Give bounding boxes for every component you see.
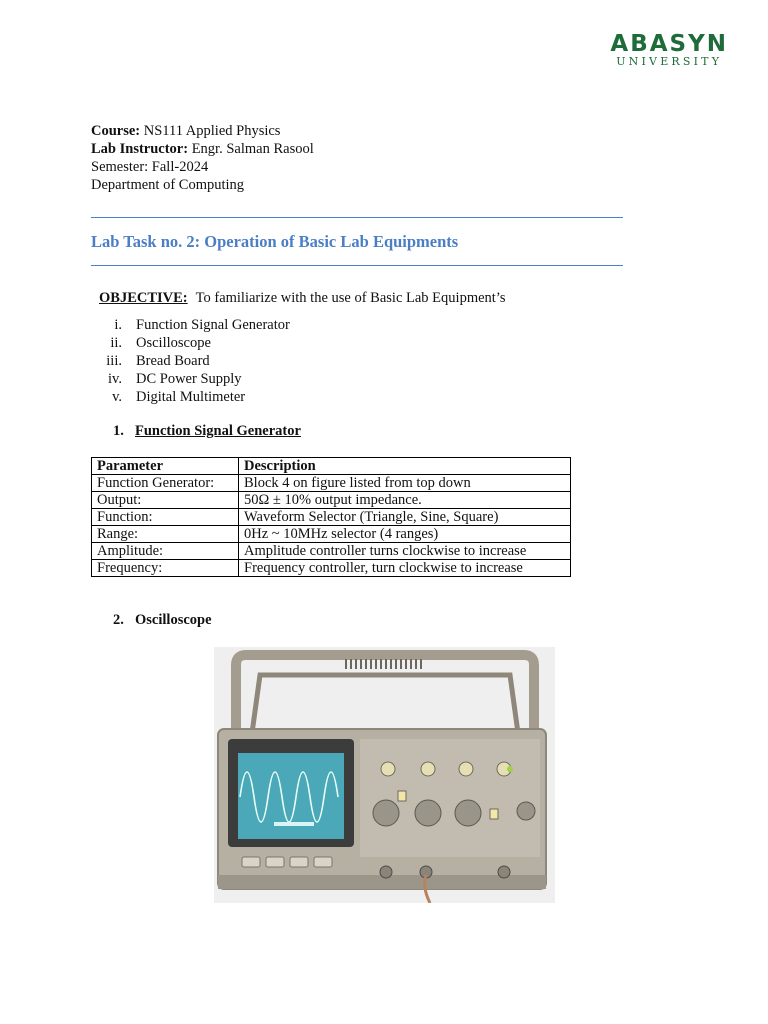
table-cell: 0Hz ~ 10MHz selector (4 ranges) — [239, 526, 571, 543]
objective-label: OBJECTIVE: — [99, 290, 188, 306]
instructor-value: Engr. Salman Rasool — [188, 141, 314, 157]
list-text: Function Signal Generator — [136, 317, 290, 333]
course-label: Course: — [91, 123, 141, 139]
section-number: 2. — [113, 612, 124, 628]
table-row — [92, 560, 571, 577]
table-row — [92, 475, 571, 492]
title-rule-bottom — [91, 265, 623, 266]
table-cell: Amplitude controller turns clockwise to increase — [239, 543, 571, 560]
section-title: Function Signal Generator — [135, 423, 301, 439]
section-title: Oscilloscope — [135, 612, 212, 628]
table-cell: Range: — [92, 526, 239, 543]
list-item — [91, 370, 290, 388]
list-item — [91, 352, 290, 370]
course-value: NS111 Applied Physics — [140, 123, 281, 139]
logo-subtitle: UNIVERSITY — [616, 55, 723, 68]
table-cell: Frequency controller, turn clockwise to increase — [239, 560, 571, 577]
table-cell: Function Generator: — [92, 475, 239, 492]
section-heading-function-generator — [113, 423, 301, 440]
objective-text: To familiarize with the use of Basic Lab Equipment’s — [195, 290, 506, 306]
list-number: ii. — [110, 335, 122, 351]
list-number: i. — [114, 317, 122, 333]
column-header: Description — [239, 458, 571, 475]
table-header-row — [92, 458, 571, 475]
oscilloscope-photo — [214, 647, 555, 903]
title-rule-top — [91, 217, 623, 218]
department-line: Department of Computing — [91, 177, 245, 193]
list-item — [91, 316, 290, 334]
equipment-list — [91, 316, 290, 406]
table-cell: Block 4 on figure listed from top down — [239, 475, 571, 492]
table-cell: Waveform Selector (Triangle, Sine, Square) — [239, 509, 571, 526]
list-text: Oscilloscope — [136, 335, 211, 351]
list-number: v. — [112, 389, 122, 405]
course-info — [91, 122, 314, 194]
table-row — [92, 509, 571, 526]
table-cell: Function: — [92, 509, 239, 526]
list-text: Bread Board — [136, 353, 210, 369]
parameter-table — [91, 457, 571, 577]
table-cell: 50Ω ± 10% output impedance. — [239, 492, 571, 509]
column-header: Parameter — [92, 458, 239, 475]
list-number: iii. — [106, 353, 122, 369]
table-row — [92, 526, 571, 543]
course-line — [91, 122, 314, 140]
table-cell: Output: — [92, 492, 239, 509]
list-item — [91, 388, 290, 406]
table-row — [92, 543, 571, 560]
semester-line: Semester: Fall-2024 — [91, 159, 209, 175]
objective — [99, 290, 506, 307]
table-cell: Amplitude: — [92, 543, 239, 560]
list-item — [91, 334, 290, 352]
section-heading-oscilloscope — [113, 612, 212, 629]
table-row — [92, 492, 571, 509]
list-text: DC Power Supply — [136, 371, 242, 387]
section-number: 1. — [113, 423, 124, 439]
logo-wordmark: ABASYN — [610, 31, 728, 57]
instructor-line — [91, 140, 314, 158]
table-cell: Frequency: — [92, 560, 239, 577]
list-number: iv. — [108, 371, 122, 387]
instructor-label: Lab Instructor: — [91, 141, 189, 157]
lab-title: Lab Task no. 2: Operation of Basic Lab Equipments — [91, 232, 459, 251]
list-text: Digital Multimeter — [136, 389, 246, 405]
university-logo — [610, 32, 728, 68]
